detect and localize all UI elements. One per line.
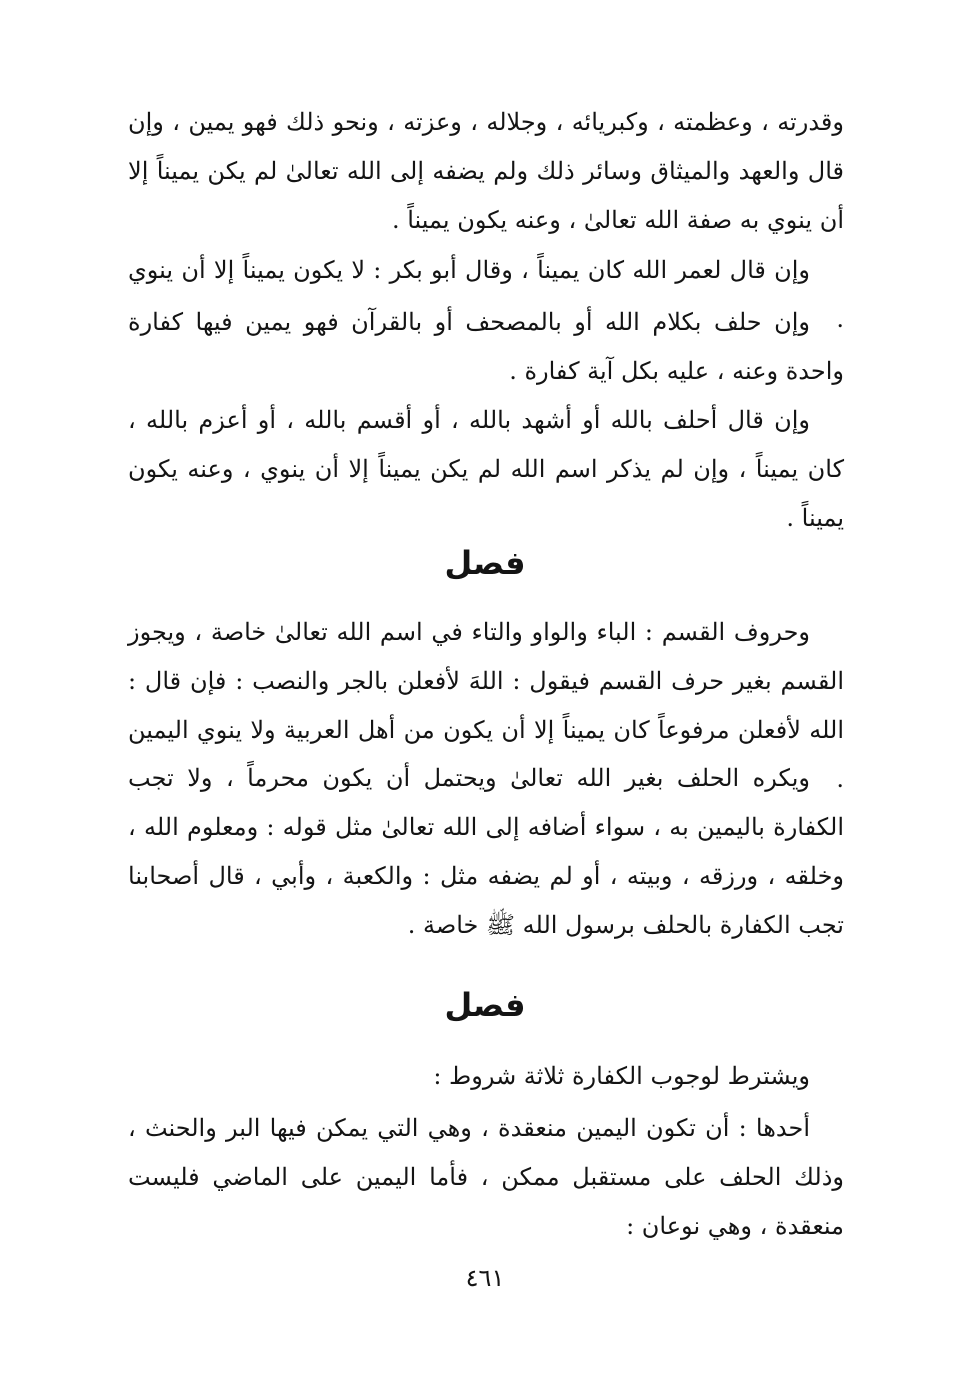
paragraph-swearing-by-other: ويكره الحلف بغير الله تعالىٰ ويحتمل أن يكون محرماً ، ولا تجب الكفارة باليمين به ، سواء أضافه إلى الله تعالىٰ مثل قوله : ومعلوم الله ، وخلقه ، ورزقه ، وبيته ، أو لم يضفه مثل : والكعبة ، وأبي ، قال أصحابنا تجب الكفارة بالحلف برسول الله ﷺ خاصة . [128,764,844,939]
paragraph-quran-oath: وإن حلف بكلام الله أو بالمصحف أو بالقرآن فهو يمين فيها كفارة واحدة وعنه ، عليه بكل آية كفارة . [128,308,844,385]
paragraph-first-condition: أحدها : أن تكون اليمين منعقدة ، وهي التي يمكن فيها البر والحنث ، وذلك الحلف على مستقبل ممكن ، فأما اليمين على الماضي فليست منعقدة ، وهي نوعان : [128,1114,844,1240]
section-heading-fasl-2: فصل [444,986,526,1024]
page-number: ٤٦١ [465,1264,505,1292]
paragraph-la-amru-allah: وإن قال لعمر الله كان يميناً ، وقال أبو بكر : لا يكون يميناً إلا أن ينوي . [128,256,844,333]
paragraph-oath-letters: وحروف القسم : الباء والواو والتاء في اسم الله تعالىٰ خاصة ، ويجوز القسم بغير حرف القسم فيقول : اللهَ لأفعلن بالجر والنصب : فإن قال : الله لأفعلن مرفوعاً كان يميناً إلا أن يكون من أهل العربية ولا ينوي اليمين . [128,618,844,793]
paragraph-expiation-conditions: ويشترط لوجوب الكفارة ثلاثة شروط : [433,1062,810,1090]
paragraph-uhlif-billah: وإن قال أحلف بالله أو أشهد بالله ، أو أقسم بالله ، أو أعزم بالله ، كان يميناً ، وإن لم يذكر اسم الله لم يكن يميناً إلا أن ينوي ، وعنه يكون يميناً . [128,406,844,532]
paragraph-oath-attributes: وقدرته ، وعظمته ، وكبريائه ، وجلاله ، وعزته ، ونحو ذلك فهو يمين ، وإن قال والعهد والميثاق وسائر ذلك ولم يضفه إلى الله تعالىٰ لم يكن يميناً إلا أن ينوي به صفة الله تعالىٰ ، وعنه يكون يميناً . [128,108,844,234]
section-heading-fasl-1: فصل [444,544,526,582]
